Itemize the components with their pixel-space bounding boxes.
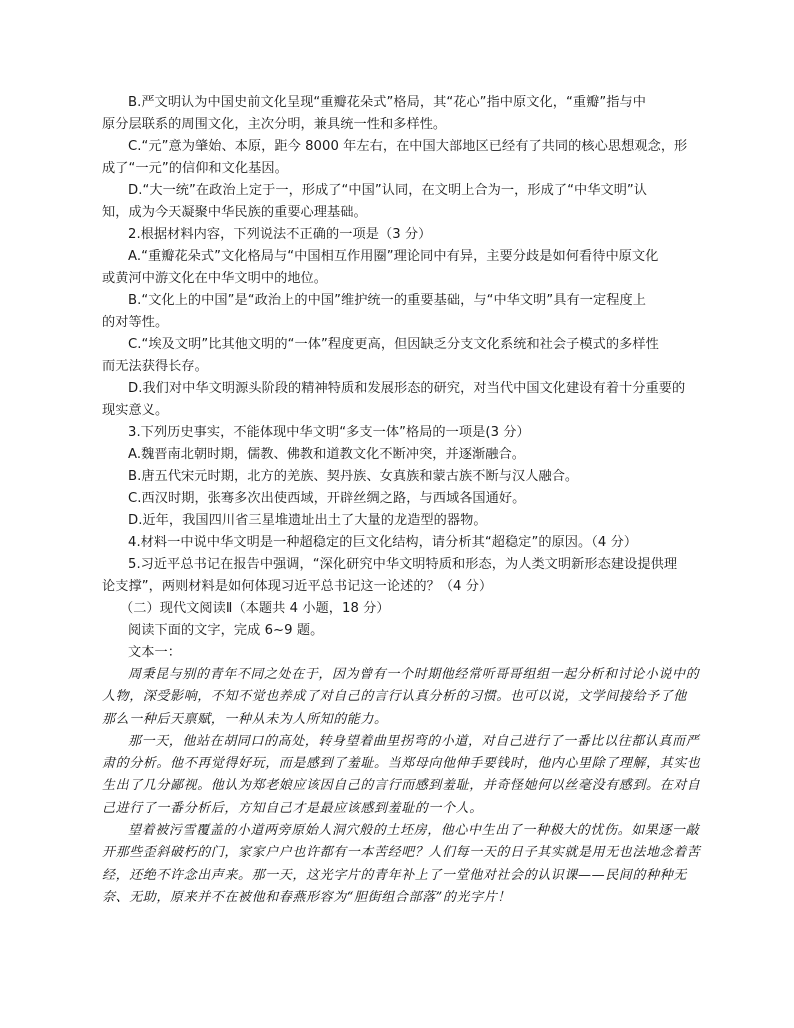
option-line: B.“文化上的中国”是“政治上的中国”维护统一的重要基础，与“中华文明”具有一定程度上 — [128, 293, 646, 308]
question-block — [102, 92, 712, 598]
document-page — [102, 92, 712, 909]
option-line: C.“元”意为肇始、本原，距今 8000 年左右，在中国大部地区已经有了共同的核心思想观念，形 — [128, 139, 688, 154]
instruction-text: 阅读下面的文字，完成 6~9 题。 — [128, 623, 324, 638]
question-stem: 2.根据材料内容，下列说法不正确的一项是（3 分） — [128, 227, 432, 242]
passage-line: 奈、无助，原来并不在被他和春燕形容为“胆街组合部落”的光字片！ — [102, 889, 511, 905]
option-line: B.严文明认为中国史前文化呈现“重瓣花朵式”格局，其“花心”指中原文化，“重瓣”指与中 — [128, 95, 646, 110]
option-line: 而无法获得长存。 — [102, 359, 208, 374]
reading-passage — [102, 664, 712, 909]
text-label: 文本一： — [128, 645, 181, 660]
option-line: D.我们对中华文明源头阶段的精神特质和发展形态的研究，对当代中国文化建设有着十分重要的 — [128, 381, 686, 396]
option-line: A.“重瓣花朵式”文化格局与“中国相互作用圈”理论同中有异，主要分歧是如何看待中原文化 — [128, 249, 659, 264]
passage-line: 己进行了一番分析后，方知自己才是最应该感到羞耻的一个人。 — [102, 800, 483, 816]
question-stem: 论支撑”，两则材料是如何体现习近平总书记这一论述的？（4 分） — [102, 579, 493, 594]
passage-line: 开那些歪斜破朽的门，家家户户也许都有一本苦经吧？人们每一天的日子其实就是用无也法地念着苦 — [102, 845, 701, 861]
option-line: A.魏晋南北朝时期，儒教、佛教和道教文化不断冲突，并逐渐融合。 — [128, 447, 525, 462]
passage-line: 生出了几分鄙视。他认为郑老娘应该因自己的言行而感到羞耻，并奇怪她何以丝毫没有感到。在对自 — [102, 778, 701, 794]
question-stem: 4.材料一中说中华文明是一种超稳定的巨文化结构，请分析其“超稳定”的原因。（4 分） — [128, 535, 638, 550]
passage-line: 望着被污雪覆盖的小道两旁原始人洞穴般的土坯房，他心中生出了一种极大的忧伤。如果逐一敲 — [128, 823, 700, 839]
passage-line: 人物，深受影响，不知不觉也养成了对自己的言行认真分析的习惯。也可以说，文学间接给予了他 — [102, 689, 687, 705]
section-heading: （二）现代文阅读Ⅱ（本题共 4 小题，18 分） — [120, 601, 390, 616]
option-line: 或黄河中游文化在中华文明中的地位。 — [102, 271, 328, 286]
passage-line: 肃的分析。他不再觉得好玩，而是感到了羞耻。当郑母向他伸手要钱时，他内心里除了理解，其实也 — [102, 756, 701, 772]
option-line: C.“埃及文明”比其他文明的“一体”程度更高，但因缺乏分支文化系统和社会子模式的多样性 — [128, 337, 659, 352]
passage-line: 周秉昆与别的青年不同之处在于，因为曾有一个时期他经常听哥哥组组一起分析和讨论小说中的 — [128, 667, 700, 682]
option-line: 的对等性。 — [102, 315, 169, 330]
option-line: 知，成为今天凝聚中华民族的重要心理基础。 — [102, 205, 367, 220]
option-line: D.“大一统”在政治上定于一，形成了“中国”认同，在文明上合为一，形成了“中华文明”认 — [128, 183, 648, 198]
passage-line: 经，还绝不许念出声来。那一天，这光字片的青年补上了一堂他对社会的认识课——民间的种种无 — [102, 867, 687, 883]
passage-line: 那么一种后天禀赋，一种从未为人所知的能力。 — [102, 711, 388, 727]
option-line: 原分层联系的周围文化，主次分明，兼具统一性和多样性。 — [102, 117, 447, 132]
passage-line: 那一天，他站在胡同口的高处，转身望着曲里拐弯的小道，对自己进行了一番比以往都认真而严 — [128, 733, 700, 749]
question-stem: 3.下列历史事实，不能体现中华文明“多支一体”格局的一项是(3 分） — [128, 425, 530, 440]
question-stem: 5.习近平总书记在报告中强调，“深化研究中华文明特质和形态，为人类文明新形态建设提供理 — [128, 557, 678, 572]
option-line: D.近年，我国四川省三星堆遗址出土了大量的龙造型的器物。 — [128, 513, 487, 528]
option-line: B.唐五代宋元时期，北方的羌族、契丹族、女真族和蒙古族不断与汉人融合。 — [128, 469, 579, 484]
option-line: 成了“一元”的信仰和文化基因。 — [102, 161, 288, 176]
option-line: 现实意义。 — [102, 403, 169, 418]
option-line: C.西汉时期，张骞多次出使西域，开辟丝绸之路，与西域各国通好。 — [128, 491, 526, 506]
